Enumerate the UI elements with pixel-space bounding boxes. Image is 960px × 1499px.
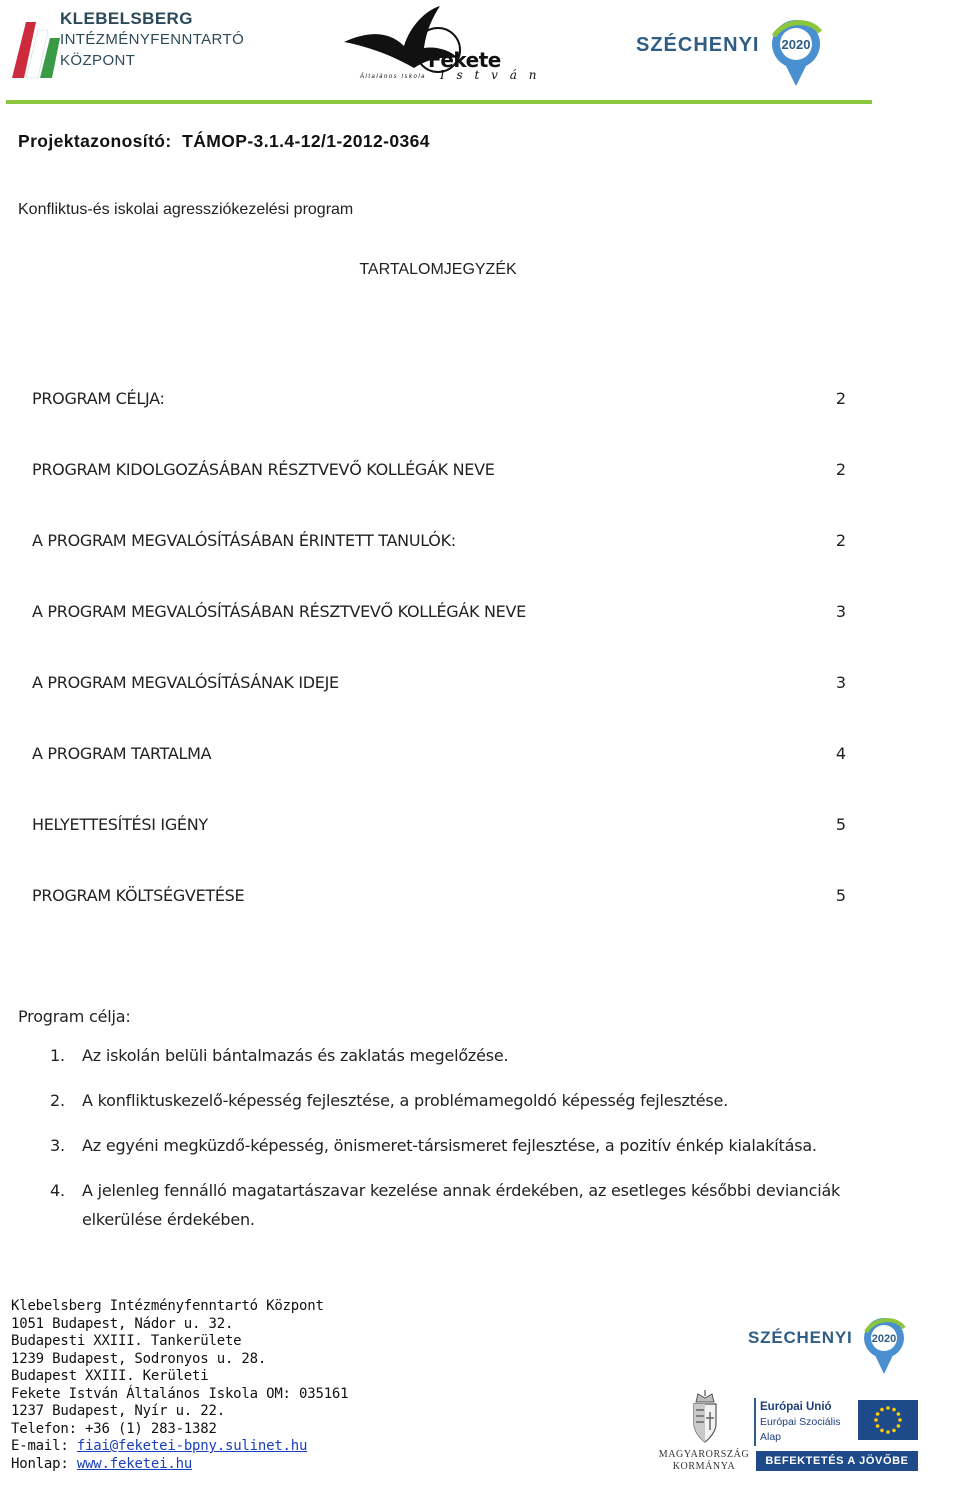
list-item xyxy=(48,1041,888,1070)
toc-entry-page: 5 xyxy=(835,886,846,905)
toc-entry[interactable] xyxy=(32,886,846,957)
kik-logo-line: KÖZPONT xyxy=(60,52,136,69)
toc-entry-page: 4 xyxy=(835,744,846,763)
footer-contact xyxy=(11,1298,348,1473)
toc-entry-page: 2 xyxy=(835,389,846,408)
toc-entry-label: PROGRAM KIDOLGOZÁSÁBAN RÉSZTVEVŐ KOLLÉGÁK NEVE xyxy=(32,460,495,479)
header-divider xyxy=(6,100,872,104)
eu-flag-icon xyxy=(858,1400,918,1440)
gov-line: MAGYARORSZÁG xyxy=(658,1449,750,1460)
project-id: Projektazonosító: TÁMOP-3.1.4-12/1-2012-0364 xyxy=(18,131,430,151)
kik-logo-line: INTÉZMÉNYFENNTARTÓ xyxy=(60,31,245,48)
list-item xyxy=(48,1086,888,1115)
footer-line: Telefon: +36 (1) 283-1382 xyxy=(11,1420,217,1437)
email-link[interactable]: fiai@feketei-bpny.sulinet.hu xyxy=(76,1438,308,1454)
coat-of-arms-icon xyxy=(686,1390,724,1446)
footer-line: 1237 Budapest, Nyír u. 22. xyxy=(11,1403,225,1419)
toc-entry-label: PROGRAM KÖLTSÉGVETÉSE xyxy=(32,886,245,905)
toc-entry-label: A PROGRAM MEGVALÓSÍTÁSÁBAN ÉRINTETT TANULÓK: xyxy=(32,531,456,550)
toc-entry[interactable] xyxy=(32,460,846,531)
list-item-text: A konfliktuskezelő-képesség fejlesztése, a problémamegoldó képesség fejlesztése. xyxy=(82,1091,729,1110)
svg-text:2020: 2020 xyxy=(781,37,811,52)
eu-divider xyxy=(754,1398,756,1446)
toc-entry[interactable] xyxy=(32,815,846,886)
list-item xyxy=(48,1131,888,1160)
toc-entry[interactable] xyxy=(32,602,846,673)
list-item-number: 1. xyxy=(50,1046,65,1065)
school-logo-word: Fekete xyxy=(428,48,501,72)
szechenyi-footer-logo-text: SZÉCHENYI xyxy=(748,1328,853,1347)
szechenyi-logo-text: SZÉCHENYI xyxy=(636,34,760,56)
footer-line: Klebelsberg Intézményfenntartó Központ xyxy=(11,1298,324,1314)
list-item xyxy=(48,1176,888,1234)
goals-list xyxy=(48,1041,888,1250)
toc-entry-label: HELYETTESÍTÉSI IGÉNY xyxy=(32,815,208,834)
table-of-contents xyxy=(32,389,846,957)
eu-fund-text xyxy=(760,1400,841,1445)
toc-entry-page: 3 xyxy=(835,673,846,692)
toc-entry-label: A PROGRAM TARTALMA xyxy=(32,744,212,763)
toc-heading: TARTALOMJEGYZÉK xyxy=(359,261,517,278)
list-item-text: Az iskolán belüli bántalmazás és zaklatás megelőzése. xyxy=(82,1046,509,1065)
list-item-number: 2. xyxy=(50,1091,65,1110)
toc-entry[interactable] xyxy=(32,389,846,460)
eu-line: Európai Unió xyxy=(760,1401,832,1413)
toc-entry[interactable] xyxy=(32,531,846,602)
toc-entry-page: 3 xyxy=(835,602,846,621)
footer-email-line xyxy=(11,1438,348,1456)
toc-entry-page: 2 xyxy=(835,531,846,550)
toc-entry[interactable] xyxy=(32,673,846,744)
list-item-text: Az egyéni megküzdő-képesség, önismeret-társismeret fejlesztése, a pozitív énkép kialakítása. xyxy=(82,1136,817,1155)
footer-line: 1239 Budapest, Sodronyos u. 28. xyxy=(11,1350,267,1367)
toc-entry-label: PROGRAM CÉLJA: xyxy=(32,389,165,408)
section-heading: Program célja: xyxy=(18,1007,131,1026)
svg-text:2020: 2020 xyxy=(871,1333,897,1345)
footer-line: Budapest XXIII. Kerületi xyxy=(11,1368,209,1384)
eu-slogan-banner: BEFEKTETÉS A JÖVŐBE xyxy=(756,1451,918,1471)
list-item-number: 4. xyxy=(50,1181,65,1200)
email-label: E-mail: xyxy=(11,1438,77,1454)
toc-entry-label: A PROGRAM MEGVALÓSÍTÁSÁBAN RÉSZTVEVŐ KOLLÉGÁK NEVE xyxy=(32,602,526,621)
toc-entry-page: 5 xyxy=(835,815,846,834)
footer-line: Budapesti XXIII. Tankerülete xyxy=(11,1333,242,1349)
footer-line: 1051 Budapest, Nádor u. 32. xyxy=(11,1315,234,1332)
gov-line: KORMÁNYA xyxy=(672,1461,736,1472)
page-header xyxy=(0,0,960,106)
footer-line: Fekete István Általános Iskola OM: 035161 xyxy=(11,1385,349,1402)
kik-logo-line: KLEBELSBERG xyxy=(60,9,193,28)
footer-web-line xyxy=(11,1456,348,1474)
toc-entry-label: A PROGRAM MEGVALÓSÍTÁSÁNAK IDEJE xyxy=(32,673,339,692)
government-logo-text xyxy=(658,1449,750,1473)
website-link[interactable]: www.feketei.hu xyxy=(76,1455,193,1472)
eu-line: Alap xyxy=(760,1431,782,1443)
school-logo-tag: Általános Iskola xyxy=(360,74,427,80)
school-logo-sub: I s t v á n xyxy=(440,68,541,82)
klebelsberg-logo-text xyxy=(60,8,244,71)
web-label: Honlap: xyxy=(11,1455,77,1472)
eu-line: Európai Szociális xyxy=(760,1416,841,1428)
toc-entry[interactable] xyxy=(32,744,846,815)
list-item-number: 3. xyxy=(50,1136,65,1155)
program-title: Konfliktus-és iskolai agressziókezelési program xyxy=(18,201,354,218)
list-item-text: A jelenleg fennálló magatartászavar kezelése annak érdekében, az esetleges későbbi devianciák elkerülése érdekében. xyxy=(82,1181,841,1229)
toc-entry-page: 2 xyxy=(835,460,846,479)
